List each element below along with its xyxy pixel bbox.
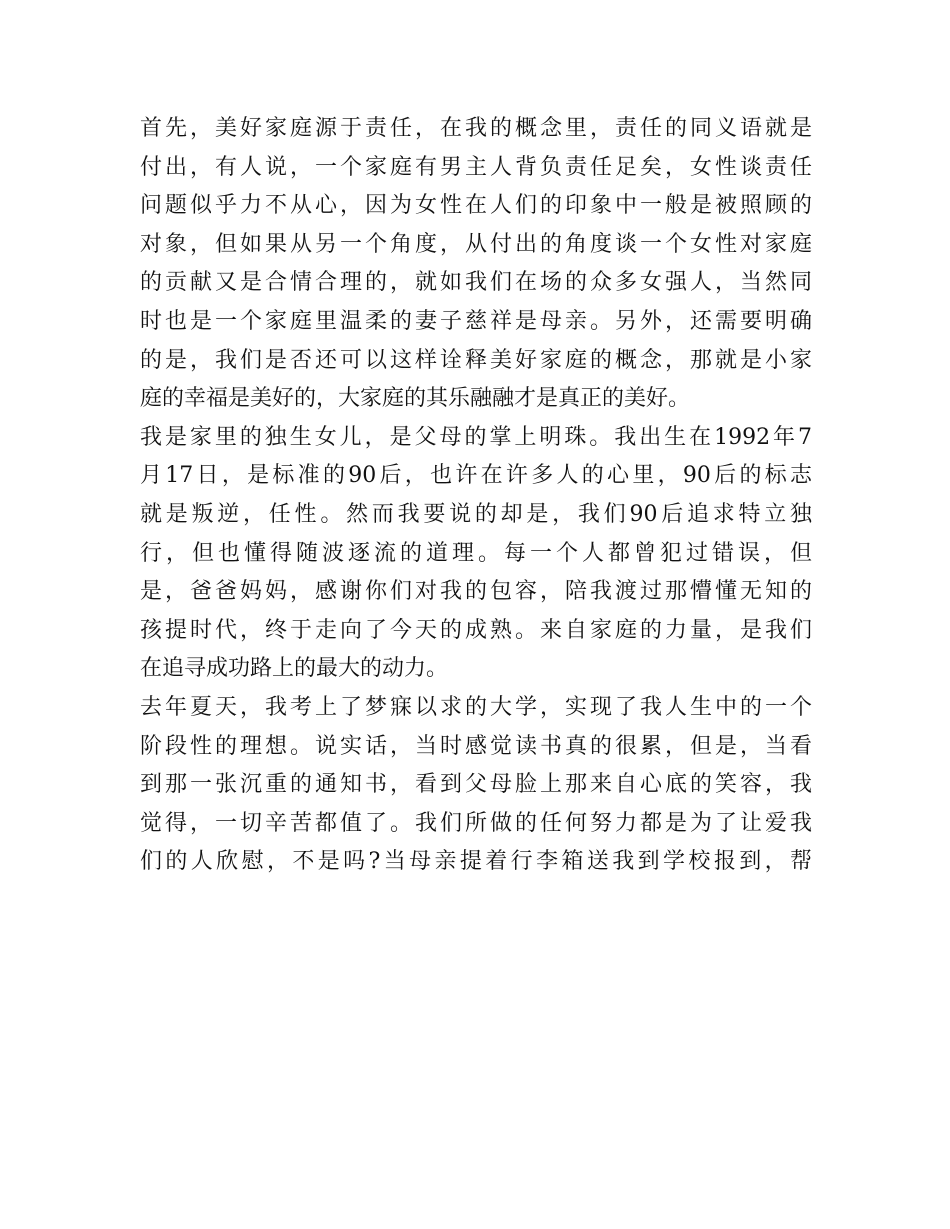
- text-line: 到那一张沉重的通知书，看到父母脸上那来自心底的笑容，我: [140, 772, 812, 798]
- text-line: 行，但也懂得随波逐流的道理。每一个人都曾犯过错误，但: [140, 540, 812, 566]
- text-line: 阶段性的理想。说实话，当时感觉读书真的很累，但是，当看: [140, 733, 812, 759]
- text-line: 是，爸爸妈妈，感谢你们对我的包容，陪我渡过那懵懂无知的: [140, 579, 812, 605]
- text-line: 对象，但如果从另一个角度，从付出的角度谈一个女性对家庭: [140, 231, 812, 257]
- text-line: 庭的幸福是美好的，大家庭的其乐融融才是真正的美好。: [140, 386, 691, 412]
- text-line: 们的人欣慰，不是吗?当母亲提着行李箱送我到学校报到，帮: [140, 849, 812, 875]
- document-body: [140, 110, 812, 882]
- text-line: 首先，美好家庭源于责任，在我的概念里，责任的同义语就是: [140, 116, 812, 141]
- text-line: 问题似乎力不从心，因为女性在人们的印象中一般是被照顾的: [140, 193, 812, 219]
- text-line: 觉得，一切辛苦都值了。我们所做的任何努力都是为了让爱我: [140, 810, 812, 836]
- text-line: 的贡献又是合情合理的，就如我们在场的众多女强人，当然同: [140, 270, 812, 296]
- text-line: 就是叛逆，任性。然而我要说的却是，我们90后追求特立独: [140, 501, 812, 527]
- paragraph-responsibility: [140, 110, 812, 419]
- text-line: 时也是一个家庭里温柔的妻子慈祥是母亲。另外，还需要明确: [140, 308, 812, 334]
- paragraph-last-summer: [140, 689, 812, 882]
- text-line: 在追寻成功路上的最大的动力。: [140, 656, 449, 682]
- text-line: 月17日，是标准的90后，也许在许多人的心里，90后的标志: [140, 463, 812, 489]
- text-line: 去年夏天，我考上了梦寐以求的大学，实现了我人生中的一个: [140, 694, 812, 720]
- text-line: 付出，有人说，一个家庭有男主人背负责任足矣，女性谈责任: [140, 154, 812, 180]
- text-line: 我是家里的独生女儿，是父母的掌上明珠。我出生在1992年7: [140, 424, 812, 450]
- text-line: 孩提时代，终于走向了今天的成熟。来自家庭的力量，是我们: [140, 617, 812, 643]
- paragraph-only-daughter: [140, 419, 812, 689]
- text-line: 的是，我们是否还可以这样诠释美好家庭的概念，那就是小家: [140, 347, 812, 373]
